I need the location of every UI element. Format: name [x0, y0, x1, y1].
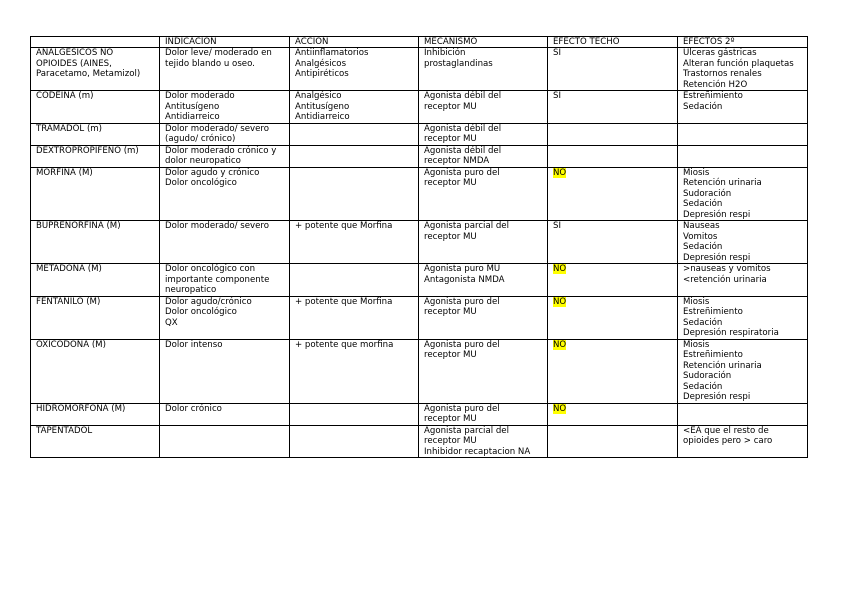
cell-line: Miosis: [683, 296, 710, 307]
drug-cell: [31, 91, 160, 124]
cell-line: Sedación: [683, 381, 723, 392]
accion-cell: [290, 48, 419, 91]
cell-line: TAPENTADOL: [36, 425, 93, 436]
header-efecto-techo: EFECTO TECHO: [548, 37, 678, 48]
header-accion: ACCION: [290, 37, 419, 48]
header-row: [31, 37, 808, 48]
efecto-techo-cell: [548, 403, 678, 425]
cell-value: SI: [553, 91, 561, 101]
cell-line: Dolor crónico: [165, 403, 222, 414]
mecanismo-cell: [419, 296, 548, 339]
cell-line: Sedación: [683, 242, 723, 252]
cell-line: DEXTROPROPIFENO (m): [36, 145, 139, 156]
cell-line: BUPRENORFINA (M): [36, 221, 121, 231]
highlighted-value: NO: [553, 296, 567, 307]
indicacion-cell: [160, 221, 290, 264]
cell-line: Dolor oncológico: [165, 178, 237, 188]
cell-line: HIDROMORFONA (M): [36, 403, 126, 414]
efecto-techo-cell: [548, 339, 678, 403]
cell-line: receptor MU: [424, 307, 477, 317]
cell-line: >nauseas y vomitos: [683, 264, 771, 274]
accion-cell: [290, 339, 419, 403]
cell-line: METADONA (M): [36, 264, 102, 274]
efecto-techo-cell: [548, 48, 678, 91]
accion-cell: [290, 91, 419, 124]
header-mecanismo: MECANISMO: [419, 37, 548, 48]
indicacion-cell: [160, 91, 290, 124]
cell-line: Estreñimiento: [683, 350, 743, 360]
table-row: [31, 221, 808, 264]
cell-line: dolor neuropatico: [165, 156, 241, 166]
drug-cell: [31, 167, 160, 221]
cell-line: Antitusígeno: [295, 101, 350, 112]
cell-line: CODEINA (m): [36, 91, 94, 101]
cell-line: receptor MU: [424, 231, 477, 242]
efecto-techo-cell: [548, 167, 678, 221]
efecto-techo-cell: [548, 296, 678, 339]
efectos-cell: [678, 123, 808, 145]
table-row: [31, 123, 808, 145]
cell-line: Sedación: [683, 317, 723, 328]
efecto-techo-cell: [548, 123, 678, 145]
opioid-table: [30, 36, 808, 458]
cell-line: Miosis: [683, 167, 710, 178]
cell-line: Estreñimiento: [683, 91, 743, 101]
cell-line: Antiinflamatorios: [295, 48, 369, 58]
cell-line: OPIOIDES (AINES,: [36, 58, 112, 69]
efecto-techo-cell: [548, 91, 678, 124]
table-row: [31, 48, 808, 91]
cell-line: Alteran función plaquetas: [683, 58, 794, 69]
cell-line: Vomitos: [683, 231, 718, 242]
accion-cell: [290, 403, 419, 425]
cell-line: Dolor oncológico con: [165, 264, 256, 274]
mecanismo-cell: [419, 167, 548, 221]
header-indicacion: INDICACION: [160, 37, 290, 48]
mecanismo-cell: [419, 221, 548, 264]
table-row: [31, 296, 808, 339]
cell-line: Agonista débil del: [424, 123, 502, 134]
cell-line: receptor MU: [424, 350, 477, 360]
cell-line: Agonista puro MU: [424, 264, 501, 274]
cell-line: Agonista puro del: [424, 339, 500, 350]
cell-line: Dolor agudo/crónico: [165, 296, 252, 307]
table-row: [31, 403, 808, 425]
mecanismo-cell: [419, 91, 548, 124]
cell-line: Depresión respi: [683, 252, 751, 263]
cell-line: <EA que el resto de: [683, 425, 769, 436]
cell-line: Depresión respi: [683, 392, 751, 402]
cell-line: Sudoración: [683, 188, 732, 199]
cell-line: opioides pero > caro: [683, 436, 773, 446]
cell-line: Agonista parcial del: [424, 221, 509, 231]
indicacion-cell: [160, 48, 290, 91]
cell-line: FENTANILO (M): [36, 296, 101, 307]
cell-line: Ulceras gástricas: [683, 48, 757, 58]
accion-cell: [290, 296, 419, 339]
accion-cell: [290, 123, 419, 145]
indicacion-cell: [160, 403, 290, 425]
mecanismo-cell: [419, 403, 548, 425]
header-drug: [31, 37, 160, 48]
mecanismo-cell: [419, 123, 548, 145]
cell-line: Dolor leve/ moderado en: [165, 48, 272, 58]
cell-line: Antagonista NMDA: [424, 274, 505, 285]
indicacion-cell: [160, 264, 290, 297]
cell-line: Agonista débil del: [424, 91, 502, 101]
cell-line: MORFINA (M): [36, 167, 93, 178]
highlighted-value: NO: [553, 339, 567, 350]
efectos-cell: [678, 221, 808, 264]
header-efectos: EFECTOS 2º: [678, 37, 808, 48]
cell-line: QX: [165, 317, 178, 328]
cell-line: Agonista puro del: [424, 296, 500, 307]
table-row: [31, 145, 808, 167]
accion-cell: [290, 145, 419, 167]
cell-line: Agonista débil del: [424, 145, 502, 156]
cell-line: tejido blando u oseo.: [165, 58, 255, 69]
cell-line: Agonista parcial del: [424, 425, 509, 436]
cell-line: Dolor agudo y crónico: [165, 167, 260, 178]
cell-line: Retención urinaria: [683, 360, 762, 371]
cell-line: Trastornos renales: [683, 69, 762, 79]
table-row: [31, 91, 808, 124]
drug-cell: [31, 221, 160, 264]
efectos-cell: [678, 145, 808, 167]
cell-line: Depresión respi: [683, 209, 751, 220]
cell-line: Antipiréticos: [295, 69, 349, 79]
cell-line: Dolor oncológico: [165, 307, 237, 317]
cell-line: + potente que Morfina: [295, 296, 393, 307]
cell-line: Dolor moderado: [165, 91, 235, 101]
indicacion-cell: [160, 425, 290, 458]
table-body: [31, 48, 808, 458]
accion-cell: [290, 425, 419, 458]
efecto-techo-cell: [548, 264, 678, 297]
cell-line: OXICODONA (M): [36, 339, 106, 350]
drug-cell: [31, 339, 160, 403]
mecanismo-cell: [419, 425, 548, 458]
efectos-cell: [678, 339, 808, 403]
highlighted-value: NO: [553, 167, 567, 178]
efectos-cell: [678, 48, 808, 91]
drug-cell: [31, 296, 160, 339]
indicacion-cell: [160, 296, 290, 339]
cell-line: Sedación: [683, 199, 723, 209]
drug-cell: [31, 48, 160, 91]
accion-cell: [290, 221, 419, 264]
efecto-techo-cell: [548, 425, 678, 458]
efectos-cell: [678, 91, 808, 124]
highlighted-value: NO: [553, 264, 567, 274]
cell-line: Analgésico: [295, 91, 342, 101]
cell-line: importante componente: [165, 274, 270, 285]
cell-line: Retención H2O: [683, 79, 748, 90]
cell-line: Paracetamo, Metamizol): [36, 69, 141, 79]
cell-line: + potente que morfina: [295, 339, 394, 350]
cell-line: Antidiarreico: [295, 112, 350, 122]
drug-cell: [31, 145, 160, 167]
drug-cell: [31, 403, 160, 425]
cell-line: receptor MU: [424, 414, 477, 424]
cell-line: Inhibición: [424, 48, 466, 58]
table-row: [31, 264, 808, 297]
mecanismo-cell: [419, 339, 548, 403]
drug-cell: [31, 425, 160, 458]
efectos-cell: [678, 425, 808, 458]
cell-line: TRAMADOL (m): [36, 123, 103, 134]
cell-line: receptor MU: [424, 178, 477, 188]
mecanismo-cell: [419, 48, 548, 91]
indicacion-cell: [160, 145, 290, 167]
cell-line: Analgésicos: [295, 58, 347, 69]
highlighted-value: NO: [553, 403, 567, 414]
cell-line: <retención urinaria: [683, 274, 767, 285]
cell-line: receptor MU: [424, 101, 477, 112]
cell-line: Antitusígeno: [165, 101, 220, 112]
efectos-cell: [678, 167, 808, 221]
indicacion-cell: [160, 339, 290, 403]
cell-line: Dolor moderado/ severo: [165, 221, 270, 231]
table-row: [31, 167, 808, 221]
efecto-techo-cell: [548, 221, 678, 264]
cell-line: + potente que Morfina: [295, 221, 393, 231]
table-row: [31, 425, 808, 458]
efectos-cell: [678, 403, 808, 425]
table-row: [31, 339, 808, 403]
mecanismo-cell: [419, 264, 548, 297]
cell-line: neuropatico: [165, 285, 217, 295]
cell-value: SI: [553, 48, 561, 58]
efectos-cell: [678, 296, 808, 339]
cell-value: SI: [553, 221, 561, 231]
cell-line: Retención urinaria: [683, 178, 762, 188]
cell-line: (agudo/ crónico): [165, 134, 236, 144]
efecto-techo-cell: [548, 145, 678, 167]
accion-cell: [290, 167, 419, 221]
cell-line: Estreñimiento: [683, 307, 743, 317]
cell-line: Sudoración: [683, 371, 732, 381]
drug-cell: [31, 264, 160, 297]
cell-line: Antidiarreico: [165, 112, 220, 122]
cell-line: receptor MU: [424, 134, 477, 144]
efectos-cell: [678, 264, 808, 297]
indicacion-cell: [160, 123, 290, 145]
cell-line: Depresión respiratoria: [683, 328, 779, 338]
cell-line: ANALGESICOS NO: [36, 48, 114, 58]
indicacion-cell: [160, 167, 290, 221]
cell-line: receptor NMDA: [424, 156, 490, 166]
cell-line: Agonista puro del: [424, 403, 500, 414]
cell-line: Nauseas: [683, 221, 720, 231]
cell-line: Dolor intenso: [165, 339, 223, 350]
mecanismo-cell: [419, 145, 548, 167]
cell-line: Sedación: [683, 101, 723, 112]
cell-line: Agonista puro del: [424, 167, 500, 178]
accion-cell: [290, 264, 419, 297]
cell-line: Miosis: [683, 339, 710, 350]
drug-cell: [31, 123, 160, 145]
cell-line: Dolor moderado/ severo: [165, 123, 270, 134]
cell-line: Inhibidor recaptacion NA: [424, 446, 531, 457]
cell-line: receptor MU: [424, 436, 477, 446]
cell-line: prostaglandinas: [424, 58, 493, 69]
cell-line: Dolor moderado crónico y: [165, 145, 277, 156]
